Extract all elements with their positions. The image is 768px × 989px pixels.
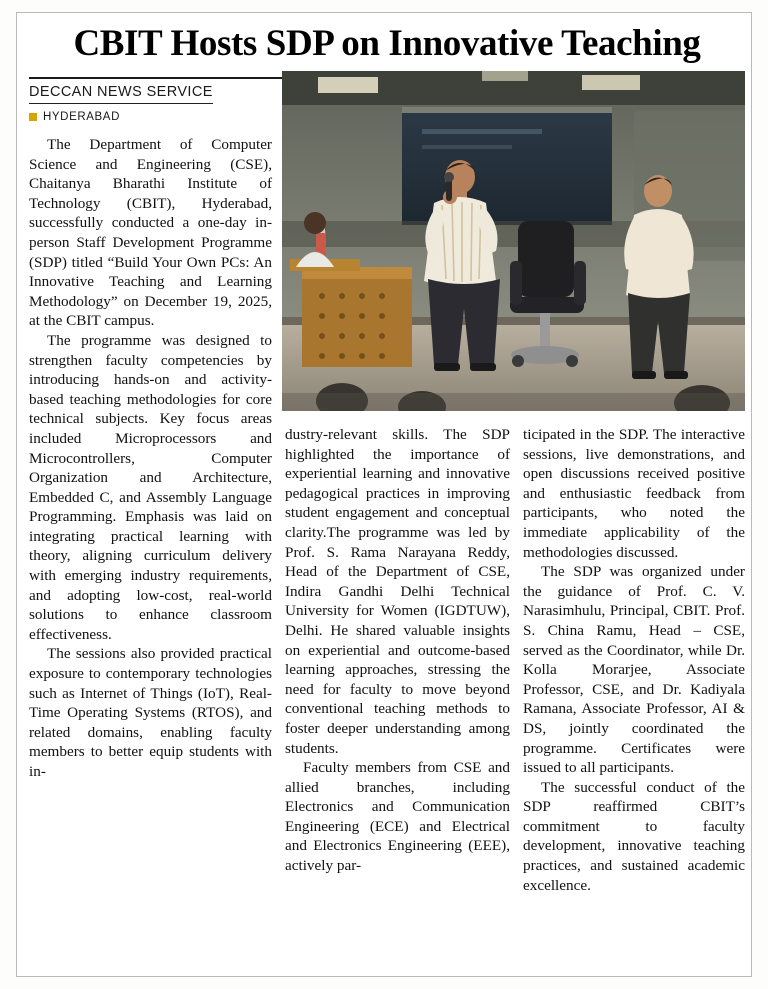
article-frame [16,12,752,977]
news-service-label: DECCAN NEWS SERVICE [29,84,213,104]
paragraph: The Department of Computer Science and Engineering (CSE), Chaitanya Bharathi Institute of Technology (CBIT), Hyderabad, successfully conducted a one-day in-person Staff Development Programme (SDP) titled “Build Your Own PCs: An Innovative Teaching and Learning Methodology” on December 19, 2025, at the CBIT campus. [29,136,272,330]
dateline-row [29,111,274,123]
dateline-city: HYDERABAD [43,111,120,123]
paragraph: Faculty members from CSE and allied branches, including Electronics and Communication Engineering (ECE) and Electrical and Electronics Engineering (EEE), actively par- [285,759,510,875]
article-column-3 [523,425,745,975]
paragraph: The programme was designed to strengthen faculty competencies by introducing hands-on and activity-based teaching methodologies for core technical subjects. Key focus areas included Microprocessors and Microcontrollers, Computer Organization and Architecture, Embedded C, and Assembly Language Programming. Emphasis was laid on integrating practical learning with theory, aligning curriculum delivery with emerging industry requirements, and adopting low-cost, real-world solutions to enhance classroom effectiveness. [29,331,272,643]
paragraph: ticipated in the SDP. The interactive sessions, live demonstrations, and open discussions received positive and enthusiastic feedback from participants, who noted the immediate applicability of the methodologies discussed. [523,426,745,561]
bullet-icon [29,113,37,121]
article-column-2 [285,425,510,975]
paragraph: The successful conduct of the SDP reaffirmed CBIT’s commitment to faculty development, innovative teaching practices, and sustained academic excellence. [523,778,745,894]
article-photo [282,71,745,411]
paragraph: The sessions also provided practical exposure to contemporary technologies such as Internet of Things (IoT), Real-Time Operating Systems (RTOS), and related domains, enabling faculty members to better equip students with in- [29,645,272,780]
page-title: CBIT Hosts SDP on Innovative Teaching [73,23,701,64]
byline [29,83,274,123]
article-column-1 [29,135,272,975]
photo-illustration [282,71,745,411]
paragraph: dustry-relevant skills. The SDP highlighted the importance of experiential learning and innovative pedagogical practices in improving student engagement and conceptual clarity.The programme was led by Prof. S. Rama Narayana Reddy, Head of the Department of CSE, Indira Gandhi Delhi Technical University for Women (IGDTUW), Delhi. He shared valuable insights on experiential and outcome-based learning approaches, stressing the need for faculty to move beyond conventional teaching methods to foster deeper understanding among students. [285,426,510,757]
paragraph: The SDP was organized under the guidance of Prof. C. V. Narasimhulu, Principal, CBIT. Prof. S. China Ramu, Head – CSE, served as the Coordinator, while Dr. Kolla Morarjee, Associate Professor, CSE, and Dr. Kadiyala Ramana, Associate Professor, AI & DS, jointly coordinated the programme. Certificates were issued to all participants. [523,563,745,777]
